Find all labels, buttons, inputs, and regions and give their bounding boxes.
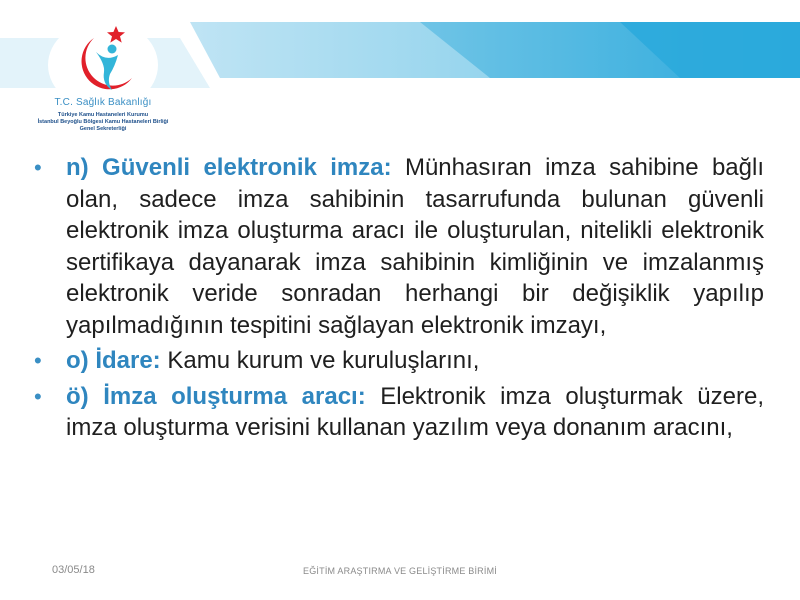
bullet-icon: • <box>34 348 42 373</box>
footer-date: 03/05/18 <box>52 564 95 576</box>
definition-term: ö) İmza oluşturma aracı: <box>66 382 366 410</box>
organization-lines <box>18 112 188 133</box>
definition-text: Münhasıran imza sahibine bağlı olan, sadece imza sahibinin tasarrufunda bulunan güvenli elektronik imza oluşturma aracı ile oluşturulan, nitelikli elektronik sertifikaya dayanarak imza sahibinin kimliğinin ve imzalanmış elektronik veride sonradan herhangi bir değişiklik yapılıp yapılmadığının tespitini sağlayan elektronik imzayı, <box>66 154 764 339</box>
org-line: İstanbul Beyoğlu Bölgesi Kamu Hastaneleri Birliği <box>37 119 169 125</box>
definition-term: o) İdare: <box>66 347 161 374</box>
bullet-icon: • <box>34 155 42 180</box>
definition-text: Elektronik imza oluşturmak üzere, imza oluşturma verisini kullanan yazılım veya donanım aracını, <box>66 382 764 441</box>
definition-text: Kamu kurum ve kuruluşlarını, <box>160 347 480 374</box>
definition-list <box>32 152 764 448</box>
definition-term: n) Güvenli elektronik imza: <box>66 154 392 181</box>
list-item <box>32 152 764 341</box>
list-item <box>32 345 764 377</box>
org-line: Türkiye Kamu Hastaneleri Kurumu <box>57 112 149 118</box>
org-line: Genel Sekreterliği <box>79 126 127 132</box>
ministry-logo <box>18 20 188 145</box>
ministry-name: T.C. Sağlık Bakanlığı <box>54 97 152 108</box>
list-item <box>32 381 764 444</box>
bullet-icon: • <box>34 383 42 409</box>
footer-unit: EĞİTİM ARAŞTIRMA VE GELİŞTİRME BİRİMİ <box>303 566 497 576</box>
health-ministry-emblem-icon <box>66 24 141 102</box>
